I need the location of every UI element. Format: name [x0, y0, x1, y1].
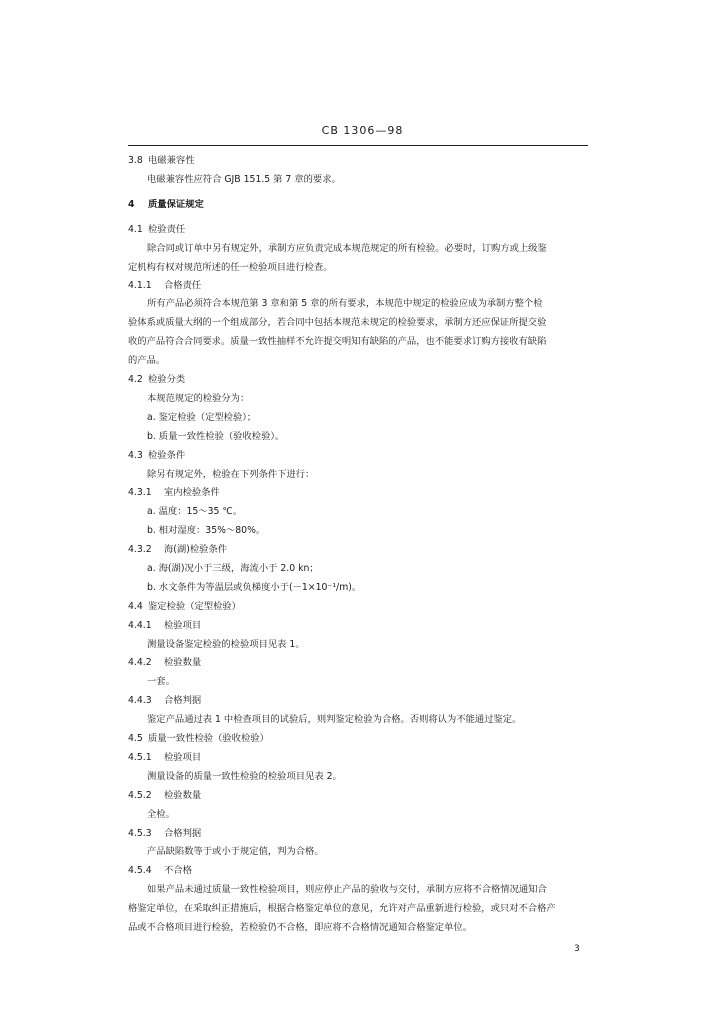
paragraph-line: 定机构有权对规范所述的任一检验项目进行检查。: [128, 262, 333, 273]
paragraph-line: 测量设备鉴定检验的检验项目见表 1。: [147, 639, 305, 650]
list-item: a. 温度：15～35 ℃。: [147, 506, 243, 517]
paragraph-line: 电磁兼容性应符合 GJB 151.5 第 7 章的要求。: [147, 174, 341, 185]
list-item: b. 水文条件为等温层或负梯度小于(－1×10⁻¹/m)。: [147, 582, 362, 593]
paragraph-line: 如果产品未通过质量一致性检验项目，则应停止产品的验收与交付，承制方应将不合格情况通知合: [147, 884, 547, 895]
paragraph-line: 除另有规定外，检验在下列条件下进行：: [147, 469, 315, 480]
list-item: b. 相对湿度：35%～80%。: [147, 525, 266, 536]
paragraph-line: 品或不合格项目进行检验，若检验仍不合格，即应将不合格情况通知合格鉴定单位。: [128, 922, 472, 933]
paragraph-line: 本规范规定的检验分为：: [147, 393, 250, 404]
page-number: 3: [574, 944, 580, 954]
section-heading: 4.5.3 合格判据: [128, 828, 202, 839]
paragraph-line: 一套。: [147, 676, 175, 687]
standard-code: CB 1306—98: [321, 124, 404, 137]
paragraph-line: 除合同或订单中另有规定外，承制方应负责完成本规范规定的所有检验。必要时，订购方或上级鉴: [147, 243, 547, 254]
section-heading: 4.5.2 检验数量: [128, 790, 202, 801]
paragraph-line: 鉴定产品通过表 1 中检查项目的试验后，则判鉴定检验为合格。否则将认为不能通过鉴定。: [147, 714, 522, 725]
section-heading: 4.4 鉴定检验（定型检验）: [128, 601, 241, 612]
paragraph-line: 验体系或质量大纲的一个组成部分，若合同中包括本规范未规定的检验要求，承制方还应保证所提交验: [128, 317, 547, 328]
list-item: a. 鉴定检验（定型检验）；: [147, 412, 257, 423]
header-rule: [128, 145, 588, 146]
paragraph-line: 所有产品必须符合本规范第 3 章和第 5 章的所有要求，本规范中规定的检验应成为承制方整个检: [147, 298, 543, 309]
section-heading: 4.5 质量一致性检验（验收检验）: [128, 733, 269, 744]
paragraph-line: 产品缺陷数等于或小于规定值，判为合格。: [147, 846, 324, 857]
section-heading: 4.3.2 海(湖)检验条件: [128, 544, 228, 555]
paragraph-line: 格鉴定单位，在采取纠正措施后，根据合格鉴定单位的意见，允许对产品重新进行检验，或只对不合格产: [128, 903, 556, 914]
section-heading: 4.3 检验条件: [128, 450, 186, 461]
section-heading: 4 质量保证规定: [128, 199, 204, 210]
section-heading: 4.4.3 合格判据: [128, 695, 202, 706]
paragraph-line: 测量设备的质量一致性检验的检验项目见表 2。: [147, 771, 342, 782]
section-heading: 4.5.1 检验项目: [128, 752, 202, 763]
section-heading: 4.5.4 不合格: [128, 865, 192, 876]
paragraph-line: 全检。: [147, 809, 175, 820]
section-heading: 4.2 检验分类: [128, 374, 186, 385]
paragraph-line: 收的产品符合合同要求。质量一致性抽样不允许提交明知有缺陷的产品，也不能要求订购方接收有缺陷: [128, 336, 547, 347]
section-heading: 4.3.1 室内检验条件: [128, 487, 220, 498]
section-heading: 4.4.1 检验项目: [128, 620, 202, 631]
section-heading: 4.1 检验责任: [128, 224, 186, 235]
section-heading: 4.1.1 合格责任: [128, 280, 202, 291]
section-heading: 3.8 电磁兼容性: [128, 155, 195, 166]
list-item: b. 质量一致性检验（验收检验）。: [147, 431, 285, 442]
paragraph-line: 的产品。: [128, 355, 166, 366]
section-heading: 4.4.2 检验数量: [128, 657, 202, 668]
list-item: a. 海(湖)况小于三级，海流小于 2.0 kn；: [147, 563, 319, 574]
